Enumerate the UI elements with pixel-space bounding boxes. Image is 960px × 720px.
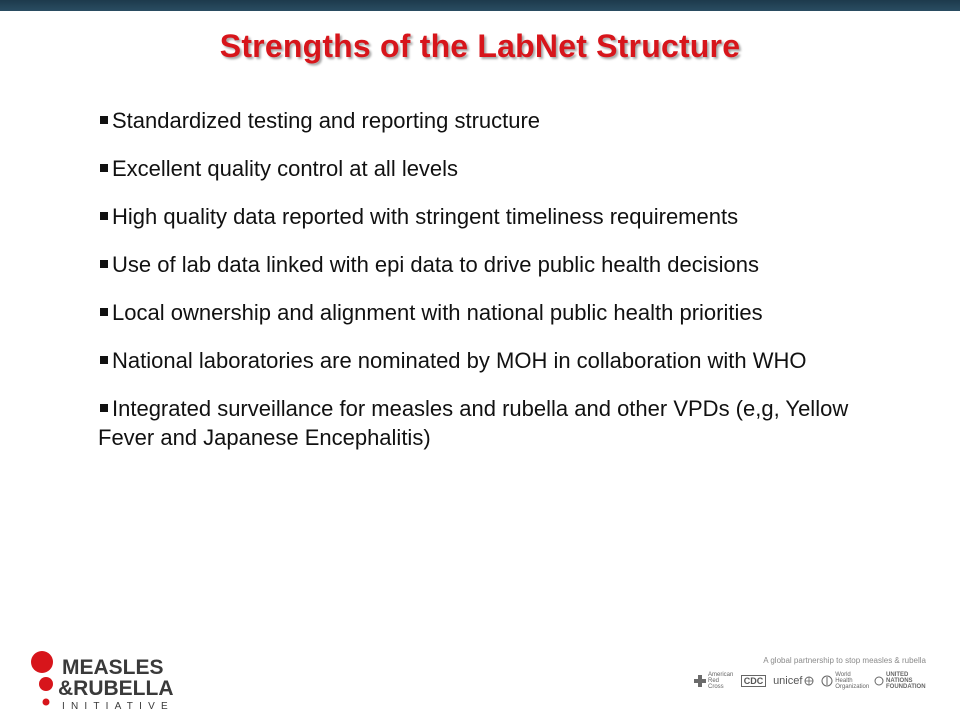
un-foundation-logo: UNITED NATIONS FOUNDATION <box>874 672 926 690</box>
bullet-list <box>98 106 898 471</box>
square-bullet-icon <box>100 404 108 412</box>
globe-icon <box>804 676 814 686</box>
red-cross-icon <box>694 675 706 687</box>
square-bullet-icon <box>100 356 108 364</box>
bullet-item: High quality data reported with stringent timeliness requirements <box>98 202 898 231</box>
square-bullet-icon <box>100 308 108 316</box>
partner-logos <box>694 670 926 692</box>
cdc-logo: CDC <box>741 675 767 687</box>
who-emblem-icon <box>821 675 833 687</box>
square-bullet-icon <box>100 116 108 124</box>
tagline: A global partnership to stop measles & rubella <box>763 656 926 665</box>
slide-title: Strengths of the LabNet Structure <box>219 28 741 64</box>
logo-line3: INITIATIVE <box>62 701 174 710</box>
logo-line1: MEASLES <box>62 656 164 679</box>
logo-large-dot <box>31 651 53 673</box>
top-bar <box>0 0 960 11</box>
bullet-item: Integrated surveillance for measles and rubella and other VPDs (e,g, Yellow Fever and Japanese Encephalitis) <box>98 396 849 450</box>
bullet-item: Excellent quality control at all levels <box>98 154 898 183</box>
logo-line2: &RUBELLA <box>58 677 174 700</box>
bullet-item: Use of lab data linked with epi data to drive public health decisions <box>98 250 898 279</box>
square-bullet-icon <box>100 212 108 220</box>
square-bullet-icon <box>100 164 108 172</box>
unicef-logo: unicef <box>773 675 814 687</box>
who-logo: World Health Organization <box>821 672 867 690</box>
measles-rubella-initiative-logo <box>28 650 218 710</box>
logo-tiny-dot <box>43 699 50 706</box>
un-emblem-icon <box>874 676 884 686</box>
red-cross-logo: American Red Cross <box>694 672 734 690</box>
bullet-item: Standardized testing and reporting structure <box>98 106 898 135</box>
logo-small-dot <box>39 677 53 691</box>
square-bullet-icon <box>100 260 108 268</box>
bullet-item: National laboratories are nominated by MOH in collaboration with WHO <box>98 346 898 375</box>
bullet-item: Local ownership and alignment with national public health priorities <box>98 298 898 327</box>
